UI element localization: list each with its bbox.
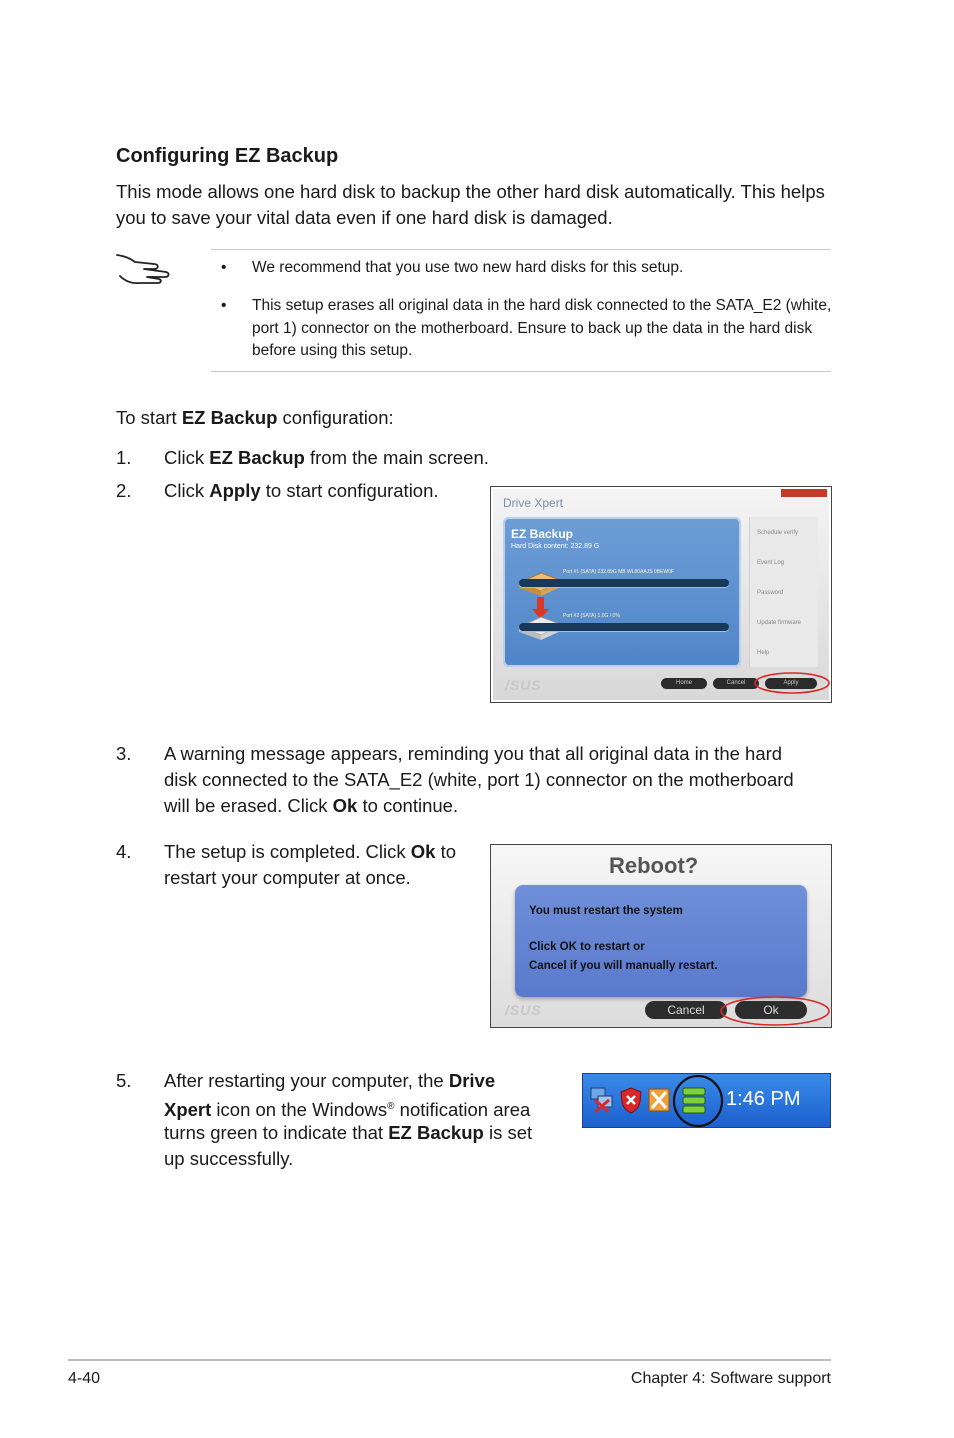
section-heading: Configuring EZ Backup [116,145,339,167]
bold-text: EZ Backup [181,407,278,428]
to-start-line [116,405,394,431]
step-text-line [164,1120,532,1146]
disk2-label: Port #2 (SATA) 1.0G / 0% [563,613,620,619]
text: After restarting your computer, the [164,1070,449,1091]
text: Click [164,447,210,468]
text: configuration: [277,407,394,428]
step-text-line: restart your computer at once. [164,867,411,888]
panel-title: EZ Backup [511,527,574,541]
dialog-message: Click OK to restart or [529,941,645,953]
text: from the main screen. [304,447,489,468]
bold-text: Ok [410,841,436,862]
step-text-line [164,793,458,819]
disk1-progress-bar [519,579,729,587]
note-item [221,257,831,281]
step-text-line [164,1068,495,1094]
dialog-title: Reboot? [609,853,699,878]
highlight-circle [671,1074,725,1128]
side-menu-item[interactable]: Password [757,590,784,596]
notification-tray-screenshot [582,1073,831,1128]
side-menu-item[interactable]: Help [757,650,770,656]
bold-text: Xpert [164,1099,212,1121]
bold-text: Ok [332,795,358,816]
text: to start configuration. [260,480,439,501]
bold-text: Apply [209,480,261,501]
reboot-dialog-screenshot [490,844,832,1028]
highlight-circle [753,670,831,696]
clock-time: 1:46 PM [726,1088,801,1110]
note-bottom-rule [211,371,831,372]
note-bullet: • [221,297,227,314]
intro-paragraph: This mode allows one hard disk to backup the other hard disk automatically. This helps you to save your vital data even if one hard disk is damaged. [116,181,825,228]
text: to [435,841,457,862]
step-2 [0,478,480,504]
step-text-line: A warning message appears, reminding you that all original data in the hard [164,743,783,764]
side-menu-item[interactable]: Schedule verify [757,530,799,536]
note-text: This setup erases all original data in the hard disk connected to the SATA_E2 (white, port 1) connector on the motherboard. Ensure to back up the data in the hard disk before using this setup. [252,297,832,359]
step-3 [0,741,954,821]
step-number: 5. [116,1070,132,1091]
note-item [221,295,831,365]
drive-xpert-screenshot [490,486,832,703]
note-bullet: • [221,259,227,276]
hand-pointer-icon [114,246,170,286]
dialog-message: You must restart the system [529,905,683,917]
dialog-message: Cancel if you will manually restart. [529,960,718,972]
text: To start [116,407,182,428]
note-text: We recommend that you use two new hard disks for this setup. [252,259,684,276]
bold-text: EZ Backup [209,447,305,468]
asus-logo: /SUS [505,677,542,693]
network-icon [589,1086,615,1114]
step-number: 2. [116,480,132,501]
note-top-rule [211,249,831,250]
step-text [164,478,439,504]
step-number: 3. [116,743,132,764]
window-controls [781,489,827,497]
text: notification area [394,1099,531,1121]
step-number: 1. [116,447,132,468]
bold-text: EZ Backup [388,1122,484,1143]
side-menu-item[interactable]: Event Log [757,560,785,566]
step-4 [0,839,480,893]
cancel-button[interactable]: Cancel [713,678,759,689]
step-text-line: up successfully. [164,1148,294,1169]
registered-mark: ® [387,1101,395,1112]
side-menu-item[interactable]: Update firmware [757,620,802,626]
footer-rule [68,1359,831,1361]
text: is set [483,1122,533,1143]
chapter-title: Chapter 4: Software support [630,1370,831,1387]
hard-disk-icon [515,565,575,643]
window-title: Drive Xpert [503,496,564,510]
step-1 [0,445,954,471]
bold-text: Drive [448,1070,496,1091]
home-button[interactable]: Home [661,678,707,689]
step-text-line [164,839,456,865]
cancel-button[interactable]: Cancel [645,1001,727,1019]
warning-icon [647,1086,671,1114]
step-text [164,445,489,471]
disk2-progress-bar [519,623,729,631]
asus-logo: /SUS [505,1002,542,1018]
security-shield-icon [619,1086,643,1114]
step-text-line [164,1094,530,1123]
highlight-circle [719,995,831,1027]
apply-button[interactable]: Apply [765,678,817,689]
text: to continue. [357,795,459,816]
step-number: 4. [116,841,132,862]
text: icon on the Windows [211,1099,388,1121]
page-number: 4-40 [68,1370,101,1387]
text: turns green to indicate that [164,1122,389,1143]
step-5 [0,1068,570,1174]
ok-button[interactable]: Ok [735,1001,807,1019]
text: Click [164,480,210,501]
step-text-line: disk connected to the SATA_E2 (white, port 1) connector on the motherboard [164,769,794,790]
panel-subtitle: Hard Disk content: 232.89 G [511,543,600,550]
disk1-label: Port #1 (SATA) 232.89G MB WL80AAJS 0BEW0F [563,569,674,575]
text: The setup is completed. Click [164,841,411,862]
text: will be erased. Click [164,795,333,816]
